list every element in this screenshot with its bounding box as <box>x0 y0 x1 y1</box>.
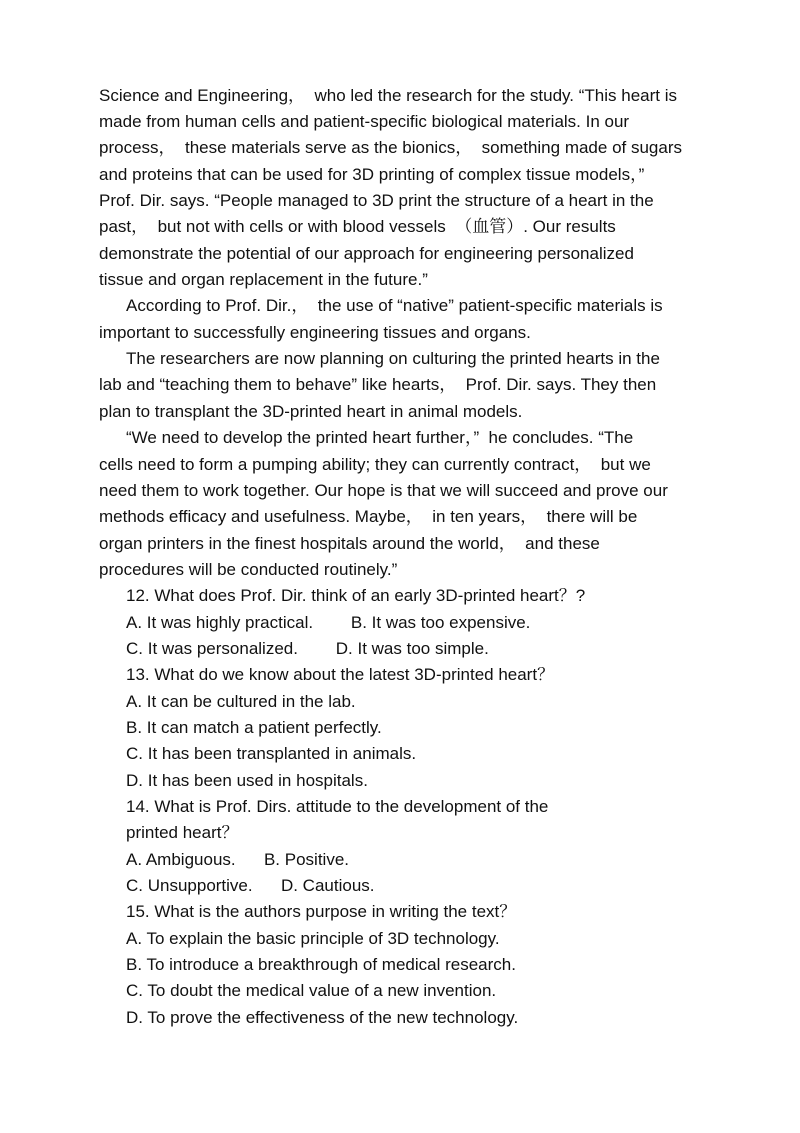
paragraph-line: process， these materials serve as the bionics， something made of sugars <box>99 138 682 157</box>
paragraph-line: and proteins that can be used for 3D printing of complex tissue models，” <box>99 165 645 184</box>
question-15-option-d: D. To prove the effectiveness of the new technology. <box>126 1008 519 1027</box>
question-14-options-cd: C. Unsupportive. D. Cautious. <box>126 876 375 895</box>
paragraph-line: plan to transplant the 3D-printed heart in animal models. <box>99 402 523 421</box>
question-13: 13. What do we know about the latest 3D-printed heart？ <box>126 665 555 684</box>
question-12-options-ab: A. It was highly practical. B. It was too expensive. <box>126 613 531 632</box>
question-12: 12. What does Prof. Dir. think of an early 3D-printed heart？? <box>126 586 586 605</box>
paragraph-line: The researchers are now planning on culturing the printed hearts in the <box>126 349 660 368</box>
paragraph-line: important to successfully engineering tissues and organs. <box>99 323 531 342</box>
paragraph-line: “We need to develop the printed heart further，” he concludes. “The <box>126 428 634 447</box>
paragraph-line: cells need to form a pumping ability; they can currently contract， but we <box>99 455 651 474</box>
question-13-option-a: A. It can be cultured in the lab. <box>126 692 356 711</box>
paragraph-line: made from human cells and patient-specific biological materials. In our <box>99 112 630 131</box>
question-15-option-c: C. To doubt the medical value of a new invention. <box>126 981 497 1000</box>
paragraph-line: need them to work together. Our hope is that we will succeed and prove our <box>99 481 668 500</box>
paragraph-line: past， but not with cells or with blood vessels （血管）. Our results <box>99 217 616 236</box>
paragraph-line: procedures will be conducted routinely.” <box>99 560 398 579</box>
question-15: 15. What is the authors purpose in writing the text？ <box>126 902 517 921</box>
question-14-continued: printed heart？ <box>126 823 239 842</box>
paragraph-line: Prof. Dir. says. “People managed to 3D print the structure of a heart in the <box>99 191 654 210</box>
question-15-option-b: B. To introduce a breakthrough of medical research. <box>126 955 516 974</box>
paragraph-line: methods efficacy and usefulness. Maybe， in ten years， there will be <box>99 507 638 526</box>
paragraph-line: tissue and organ replacement in the future.” <box>99 270 428 289</box>
question-13-option-d: D. It has been used in hospitals. <box>126 771 368 790</box>
paragraph-line: According to Prof. Dir.， the use of “native” patient-specific materials is <box>126 296 663 315</box>
question-13-option-c: C. It has been transplanted in animals. <box>126 744 417 763</box>
paragraph-line: Science and Engineering， who led the research for the study. “This heart is <box>99 86 677 105</box>
question-14: 14. What is Prof. Dirs. attitude to the development of the <box>126 797 549 816</box>
question-14-options-ab: A. Ambiguous. B. Positive. <box>126 850 349 869</box>
question-12-options-cd: C. It was personalized. D. It was too simple. <box>126 639 489 658</box>
question-15-option-a: A. To explain the basic principle of 3D technology. <box>126 929 500 948</box>
paragraph-line: demonstrate the potential of our approach for engineering personalized <box>99 244 634 263</box>
paragraph-line: lab and “teaching them to behave” like hearts， Prof. Dir. says. They then <box>99 375 657 394</box>
question-13-option-b: B. It can match a patient perfectly. <box>126 718 382 737</box>
paragraph-line: organ printers in the finest hospitals around the world， and these <box>99 534 600 553</box>
